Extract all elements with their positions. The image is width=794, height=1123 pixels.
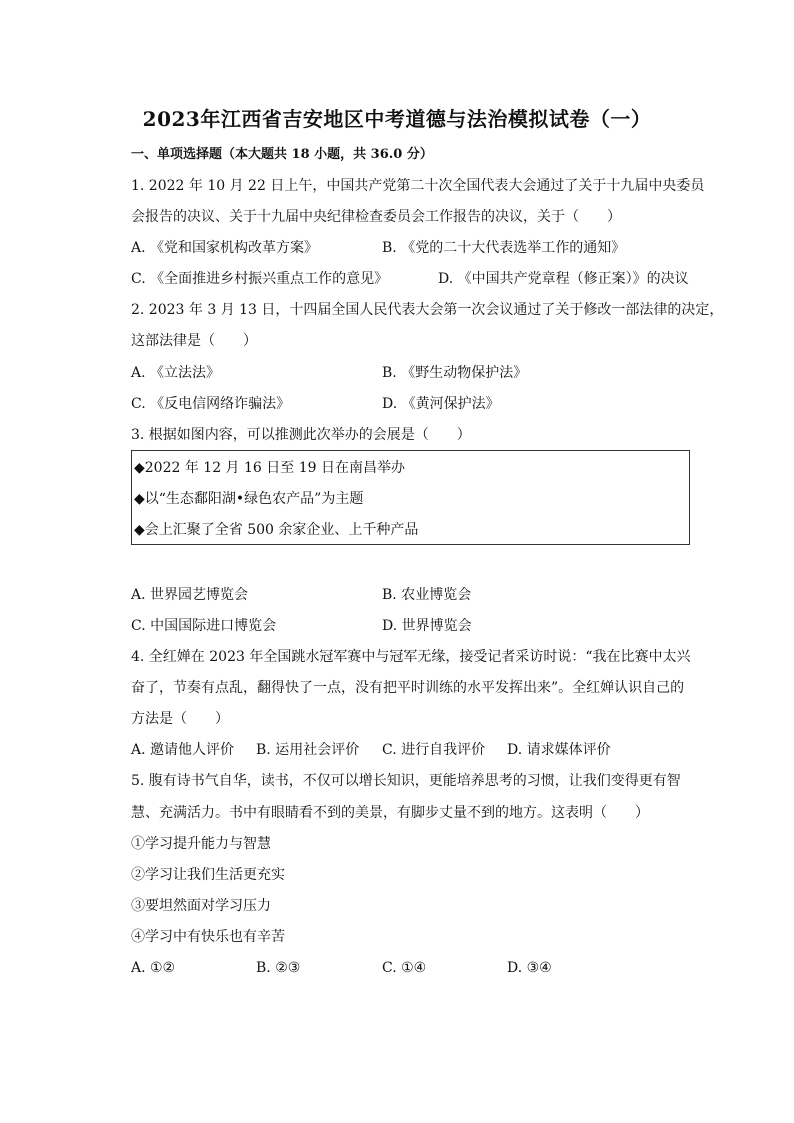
question-3-option-c: C. 中国国际进口博览会 <box>131 618 277 634</box>
question-5-statement-1: ①学习提升能力与智慧 <box>131 836 271 852</box>
question-4-line-1: 4. 全红婵在 2023 年全国跳水冠军赛中与冠军无缘，接受记者采访时说：“我在比赛中太兴 <box>131 649 691 665</box>
question-2-line-1: 2. 2023 年 3 月 13 日，十四届全国人民代表大会第一次会议通过了关于修改一部法律的决定， <box>131 302 724 318</box>
question-2-option-b: B. 《野生动物保护法》 <box>382 365 528 381</box>
question-5-option-b: B. ②③ <box>256 960 301 976</box>
question-3-option-d: D. 世界博览会 <box>382 618 472 634</box>
info-box-line-1: ◆2022 年 12 月 16 日至 19 日在南昌举办 <box>134 460 405 476</box>
question-4-option-c: C. 进行自我评价 <box>382 742 486 758</box>
question-2-line-2: 这部法律是（ ） <box>131 333 257 349</box>
info-box-line-2: ◆以“生态鄱阳湖•绿色农产品”为主题 <box>134 491 364 507</box>
question-4-option-a: A. 邀请他人评价 <box>131 742 235 758</box>
question-4-line-3: 方法是（ ） <box>131 711 229 727</box>
question-5-statement-3: ③要坦然面对学习压力 <box>131 898 271 914</box>
question-5-option-d: D. ③④ <box>507 960 552 976</box>
info-box-line-3: ◆会上汇聚了全省 500 余家企业、上千种产品 <box>134 522 419 538</box>
question-3-line-1: 3. 根据如图内容，可以推测此次举办的会展是（ ） <box>131 427 471 443</box>
question-5-line-2: 慧、充满活力。书中有眼睛看不到的美景，有脚步丈量不到的地方。这表明（ ） <box>131 805 649 821</box>
question-5-statement-4: ④学习中有快乐也有辛苦 <box>131 929 285 945</box>
question-5-option-a: A. ①② <box>131 960 176 976</box>
question-4-line-2: 奋了，节奏有点乱，翻得快了一点，没有把平时训练的水平发挥出来”。全红婵认识自己的 <box>131 680 685 696</box>
exam-title: 2023年江西省吉安地区中考道德与法治模拟试卷（一） <box>142 107 652 131</box>
question-1-option-c: C. 《全面推进乡村振兴重点工作的意见》 <box>131 271 389 287</box>
question-3-option-a: A. 世界园艺博览会 <box>131 587 249 603</box>
question-2-option-a: A. 《立法法》 <box>131 365 221 381</box>
section-heading: 一、单项选择题（本大题共 18 小题，共 36.0 分） <box>131 147 433 162</box>
question-3-option-b: B. 农业博览会 <box>382 587 472 603</box>
question-4-option-b: B. 运用社会评价 <box>256 742 360 758</box>
question-2-option-c: C. 《反电信网络诈骗法》 <box>131 396 291 412</box>
question-5-option-c: C. ①④ <box>382 960 427 976</box>
question-1-option-d: D. 《中国共产党章程（修正案）》的决议 <box>438 271 689 287</box>
question-1-line-1: 1. 2022 年 10 月 22 日上午，中国共产党第二十次全国代表大会通过了关于十九届中央委员 <box>131 178 705 194</box>
question-1-option-a: A. 《党和国家机构改革方案》 <box>131 240 319 256</box>
question-1-line-2: 会报告的决议、关于十九届中央纪律检查委员会工作报告的决议，关于（ ） <box>131 209 621 225</box>
question-2-option-d: D. 《黄河保护法》 <box>382 396 500 412</box>
question-5-statement-2: ②学习让我们生活更充实 <box>131 867 285 883</box>
question-4-option-d: D. 请求媒体评价 <box>507 742 611 758</box>
question-3-info-box <box>131 450 690 545</box>
question-1-option-b: B. 《党的二十大代表选举工作的通知》 <box>382 240 626 256</box>
question-5-line-1: 5. 腹有诗书气自华，读书，不仅可以增长知识，更能培养思考的习惯，让我们变得更有智 <box>131 773 681 789</box>
